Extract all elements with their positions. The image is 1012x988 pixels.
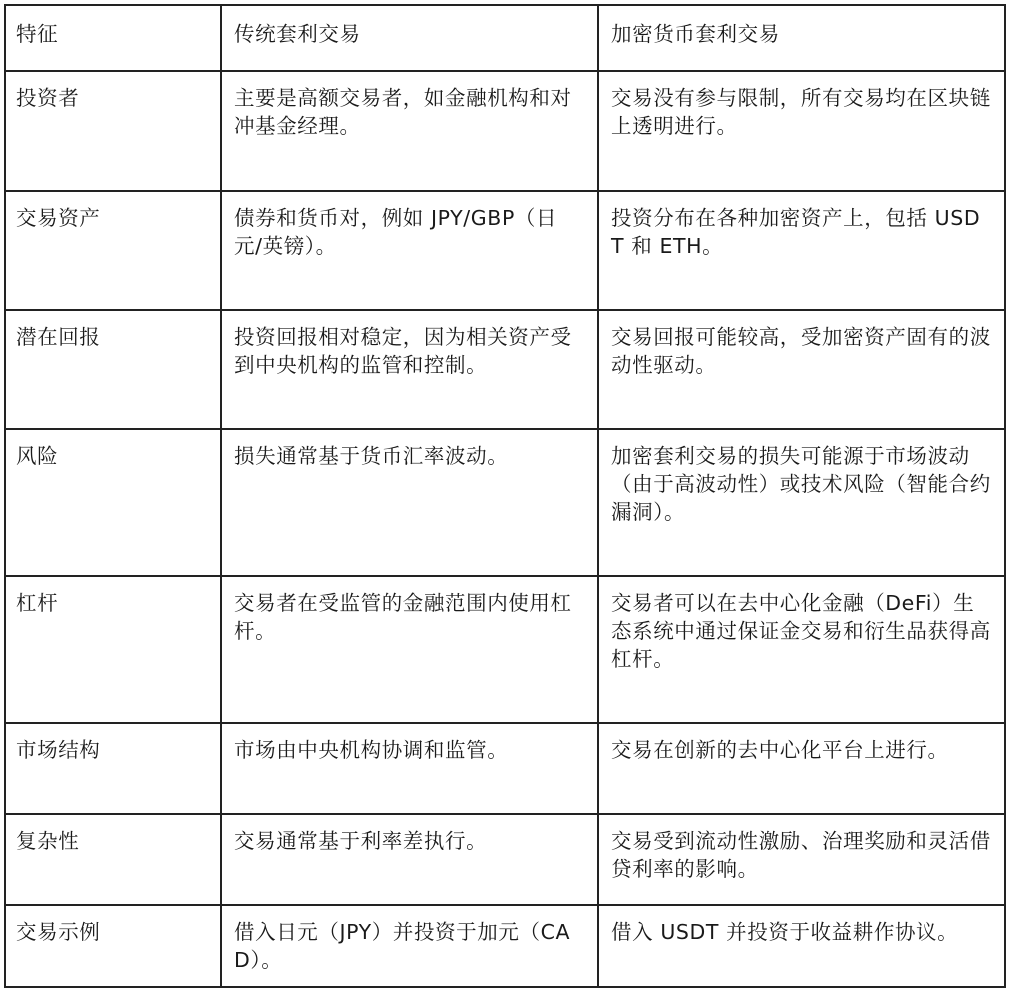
table-row bbox=[5, 71, 1005, 191]
traditional-cell: 投资回报相对稳定，因为相关资产受到中央机构的监管和控制。 bbox=[221, 310, 598, 429]
header-feature: 特征 bbox=[5, 5, 221, 71]
header-crypto: 加密货币套利交易 bbox=[598, 5, 1005, 71]
traditional-cell: 债券和货币对，例如 JPY/GBP（日元/英镑）。 bbox=[221, 191, 598, 310]
feature-cell: 交易示例 bbox=[5, 905, 221, 987]
crypto-cell: 投资分布在各种加密资产上，包括 USDT 和 ETH。 bbox=[598, 191, 1005, 310]
table-row bbox=[5, 191, 1005, 310]
header-traditional: 传统套利交易 bbox=[221, 5, 598, 71]
table-row bbox=[5, 814, 1005, 905]
crypto-cell: 交易受到流动性激励、治理奖励和灵活借贷利率的影响。 bbox=[598, 814, 1005, 905]
crypto-cell: 加密套利交易的损失可能源于市场波动（由于高波动性）或技术风险（智能合约漏洞）。 bbox=[598, 429, 1005, 576]
traditional-cell: 交易者在受监管的金融范围内使用杠杆。 bbox=[221, 576, 598, 723]
table-row bbox=[5, 576, 1005, 723]
feature-cell: 市场结构 bbox=[5, 723, 221, 814]
traditional-cell: 交易通常基于利率差执行。 bbox=[221, 814, 598, 905]
table-row bbox=[5, 429, 1005, 576]
feature-cell: 交易资产 bbox=[5, 191, 221, 310]
feature-cell: 风险 bbox=[5, 429, 221, 576]
table-header-row bbox=[5, 5, 1005, 71]
comparison-table bbox=[4, 4, 1006, 988]
crypto-cell: 交易回报可能较高，受加密资产固有的波动性驱动。 bbox=[598, 310, 1005, 429]
feature-cell: 投资者 bbox=[5, 71, 221, 191]
crypto-cell: 交易者可以在去中心化金融（DeFi）生态系统中通过保证金交易和衍生品获得高杠杆。 bbox=[598, 576, 1005, 723]
table-row bbox=[5, 310, 1005, 429]
table-row bbox=[5, 905, 1005, 987]
crypto-cell: 交易在创新的去中心化平台上进行。 bbox=[598, 723, 1005, 814]
table-row bbox=[5, 723, 1005, 814]
feature-cell: 潜在回报 bbox=[5, 310, 221, 429]
feature-cell: 杠杆 bbox=[5, 576, 221, 723]
crypto-cell: 交易没有参与限制，所有交易均在区块链上透明进行。 bbox=[598, 71, 1005, 191]
traditional-cell: 借入日元（JPY）并投资于加元（CAD）。 bbox=[221, 905, 598, 987]
traditional-cell: 市场由中央机构协调和监管。 bbox=[221, 723, 598, 814]
traditional-cell: 损失通常基于货币汇率波动。 bbox=[221, 429, 598, 576]
feature-cell: 复杂性 bbox=[5, 814, 221, 905]
traditional-cell: 主要是高额交易者，如金融机构和对冲基金经理。 bbox=[221, 71, 598, 191]
crypto-cell: 借入 USDT 并投资于收益耕作协议。 bbox=[598, 905, 1005, 987]
